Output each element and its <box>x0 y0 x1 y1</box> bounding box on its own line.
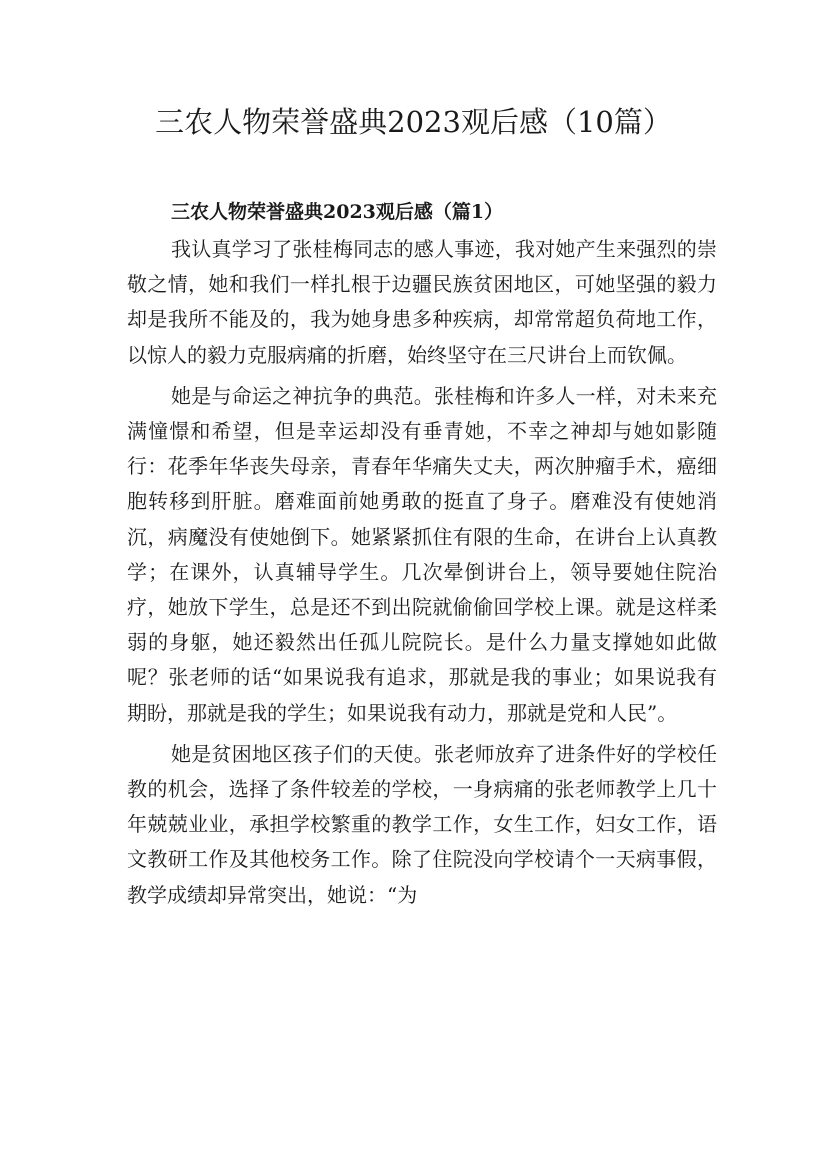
paragraph: 我认真学习了张桂梅同志的感人事迹，我对她产生来强烈的崇敬之情，她和我们一样扎根于边疆民族贫困地区，可她坚强的毅力却是我所不能及的，我为她身患多种疾病，却常常超负荷地工作，以惊人的毅力克服病痛的折磨，始终坚守在三尺讲台上而钦佩。 <box>127 237 717 367</box>
document-title: 三农人物荣誉盛典2023观后感（10篇） <box>155 105 672 139</box>
paragraph: 她是与命运之神抗争的典范。张桂梅和许多人一样，对未来充满憧憬和希望，但是幸运却没有垂青她，不幸之神却与她如影随行：花季年华丧失母亲，青春年华痛失丈夫，两次肿瘤手术，癌细胞转移到肝脏。磨难面前她勇敢的挺直了身子。磨难没有使她消沉，病魔没有使她倒下。她紧紧抓住有限的生命，在讲台上认真教学；在课外，认真辅导学生。几次晕倒讲台上，领导要她住院治疗，她放下学生，总是还不到出院就偷偷回学校上课。就是这样柔弱的身躯，她还毅然出任孤儿院院长。是什么力量支撑她如此做呢？张老师的话“如果说我有追求，那就是我的事业；如果说我有期盼，那就是我的学生；如果说我有动力，那就是党和人民”。 <box>127 383 717 725</box>
paragraph: 她是贫困地区孩子们的天使。张老师放弃了进条件好的学校任教的机会，选择了条件较差的学校，一身病痛的张老师教学上几十年兢兢业业，承担学校繁重的教学工作，女生工作，妇女工作，语文教研工作及其他校务工作。除了住院没向学校请个一天病事假，教学成绩却异常突出，她说：“为 <box>127 741 717 907</box>
section-heading: 三农人物荣誉盛典2023观后感（篇1） <box>171 201 504 223</box>
document-body <box>127 232 717 919</box>
